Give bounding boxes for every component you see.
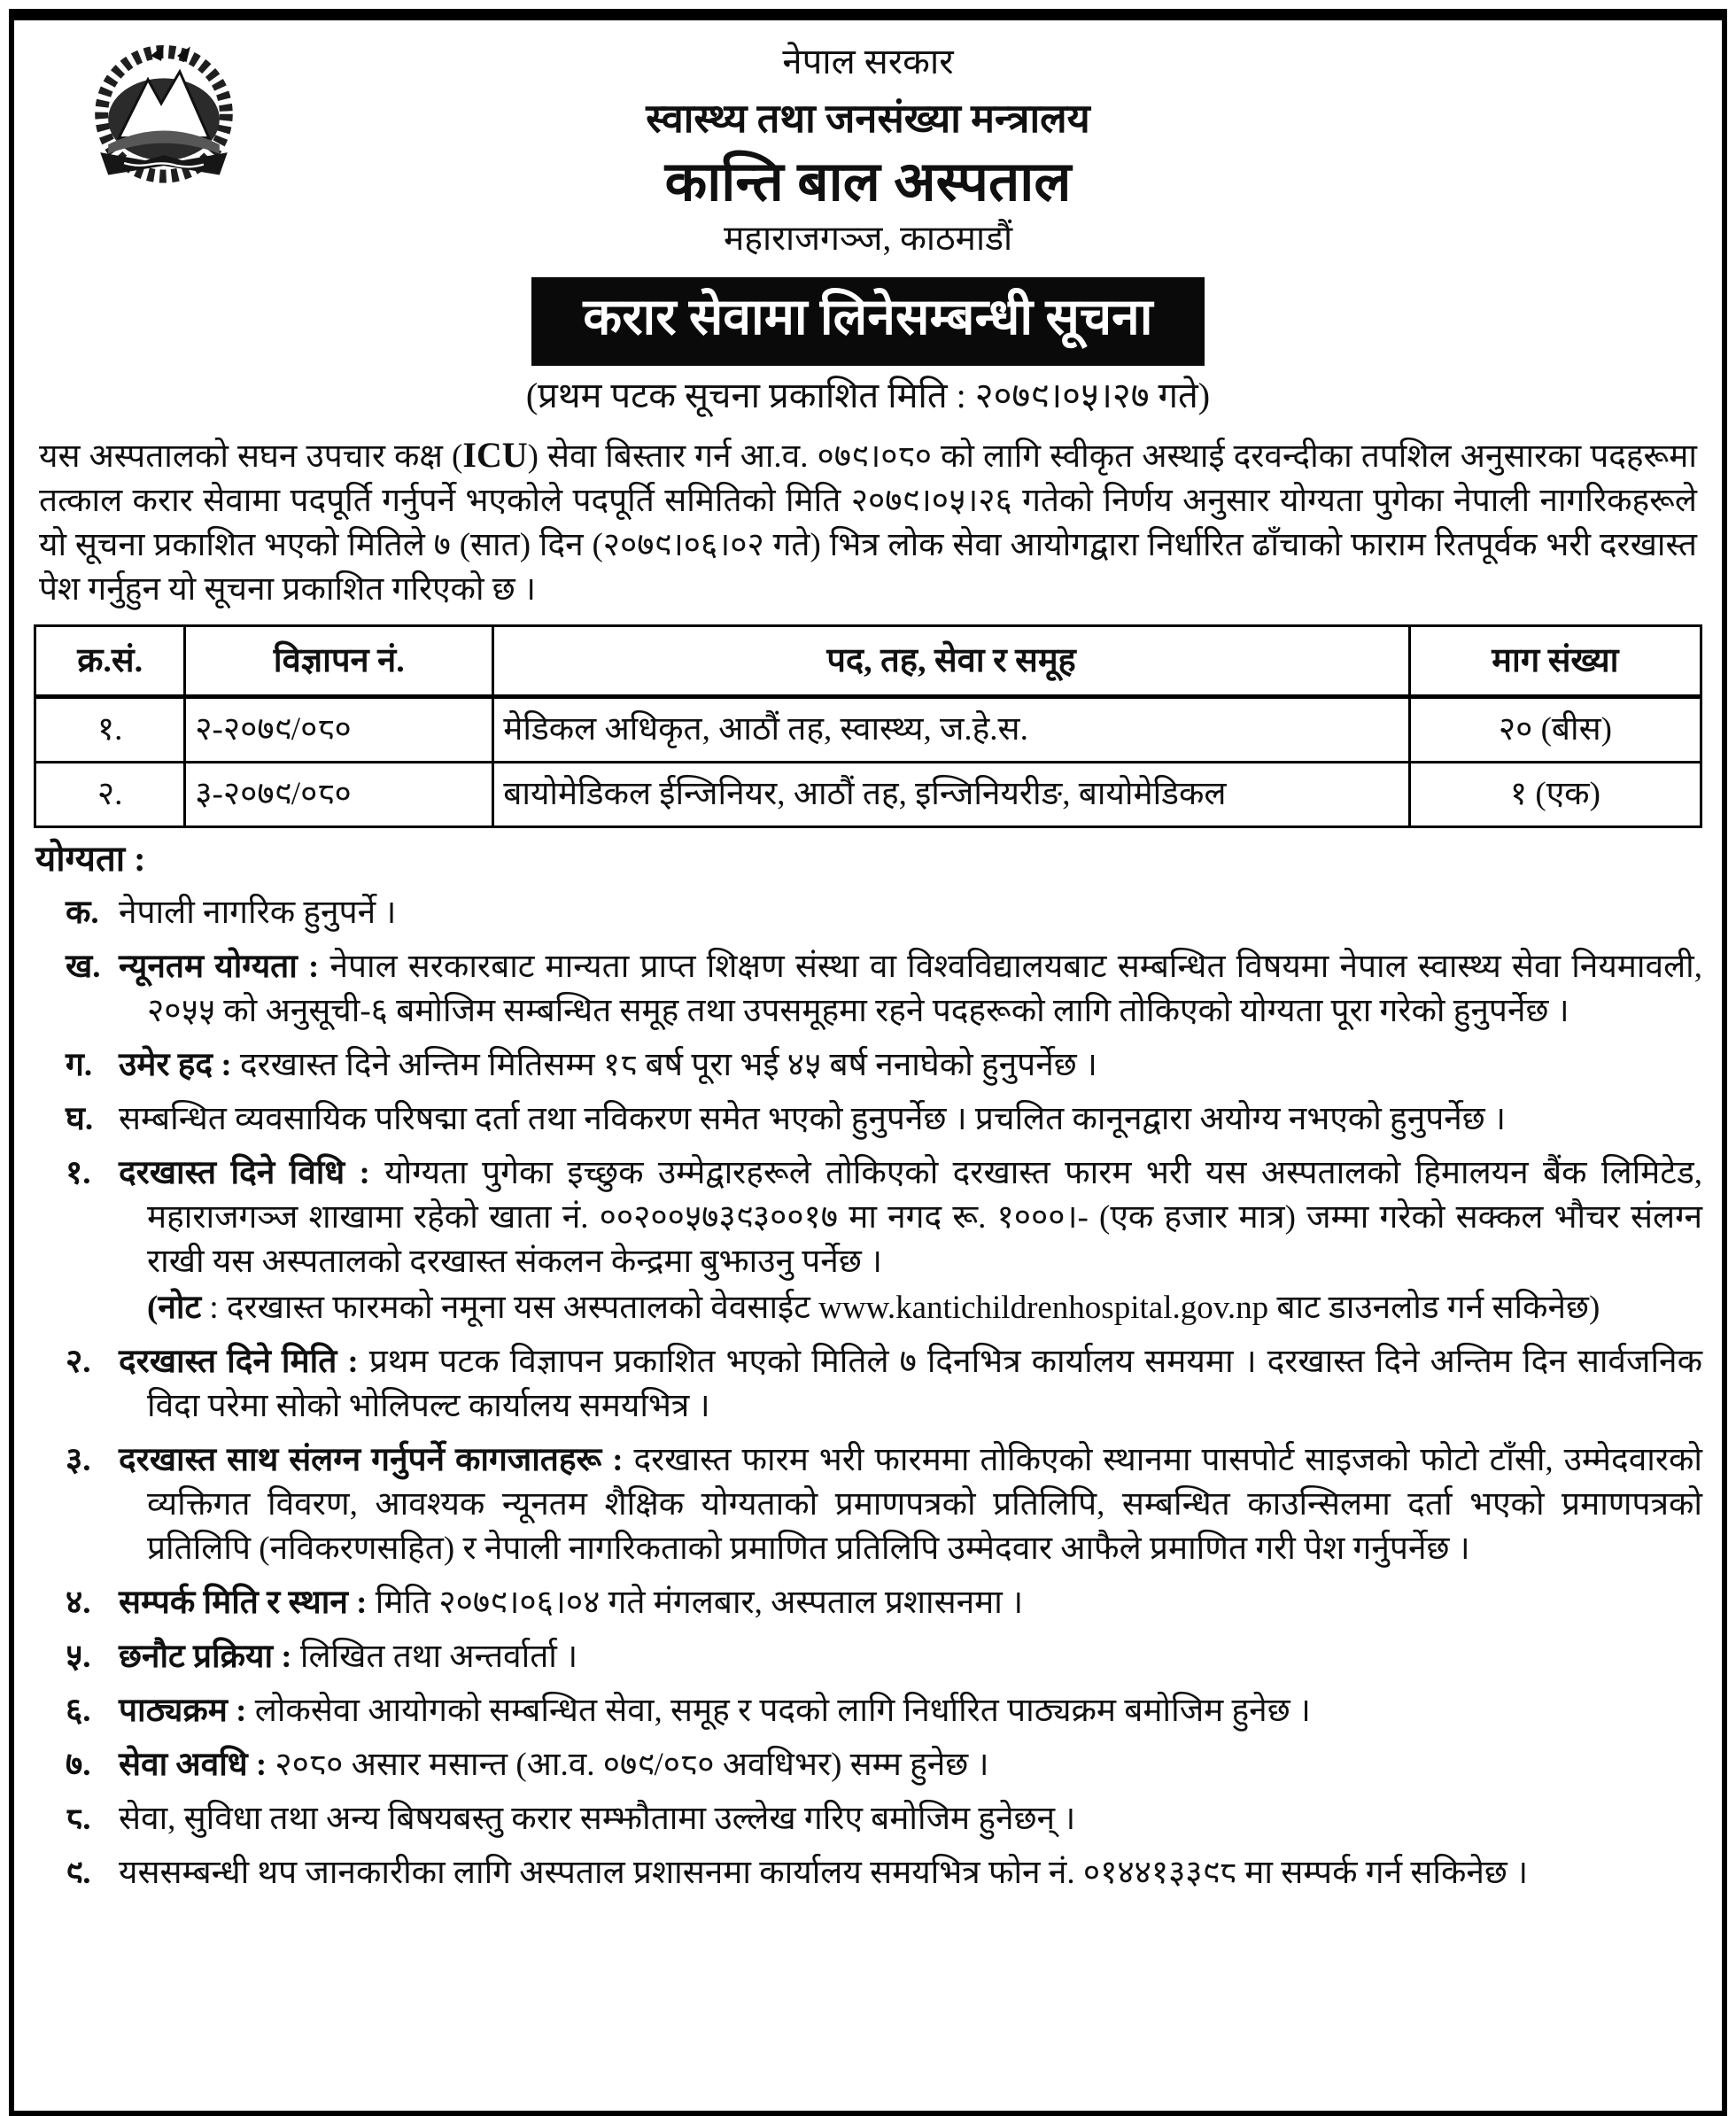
- qualifications-heading: योग्यता :: [35, 839, 146, 879]
- numbered-item-3: [34, 1438, 1702, 1571]
- item-text: २०८० असार मसान्त (आ.व. ०७९/०८० अवधिभर) सम्म हुनेछ ।: [275, 1747, 989, 1783]
- page-frame: [9, 9, 1727, 2116]
- col-serial-number: क्र.सं.: [35, 626, 185, 697]
- numbered-item-1: [34, 1151, 1702, 1330]
- publication-date-line: (प्रथम पटक सूचना प्रकाशित मिति : २०७९।०५।२७ गते): [525, 376, 1211, 415]
- item-content: [119, 1635, 1702, 1679]
- government-name: नेपाल सरकार: [782, 42, 954, 81]
- col-demand-count: माग संख्या: [1409, 626, 1701, 697]
- website-url: www.kantichildrenhospital.gov.np: [818, 1290, 1269, 1326]
- qualification-item-kha: [34, 945, 1702, 1034]
- item-marker: घ.: [66, 1101, 94, 1137]
- item-label: न्यूनतम योग्यता :: [119, 949, 320, 985]
- item-marker: ५.: [66, 1639, 91, 1675]
- item-content: [119, 1097, 1702, 1142]
- item-marker: ३.: [66, 1442, 91, 1478]
- cell-demand: २० (बीस): [1409, 697, 1701, 763]
- item-label: दरखास्त दिने मिति :: [119, 1344, 359, 1380]
- col-post-level-service: पद, तह, सेवा र समूह: [493, 626, 1410, 697]
- item-text: मिति २०७९।०६।०४ गते मंगलबार, अस्पताल प्रशासनमा ।: [375, 1585, 1024, 1621]
- item-text: नेपाली नागरिक हुनुपर्ने ।: [119, 895, 397, 931]
- item-content: [119, 1797, 1702, 1841]
- item-content: [119, 1151, 1703, 1330]
- item-label: छनौट प्रक्रिया :: [119, 1639, 292, 1675]
- item-text: योग्यता पुगेका इच्छुक उम्मेद्वारहरूले तोकिएको दरखास्त फारम भरी यस अस्पतालको हिमालयन बैंक लिमिटेड, महाराजगञ्ज शाखामा रहेको खाता नं. ००२००५७३९३००१७ मा नगद रू. १०००।- (एक हजार मात्र) जम्मा गरेको सक्कल भौचर संलग्न राखी यस अस्पतालको दरखास्त संकलन केन्द्रमा बुझाउनु पर्नेछ ।: [147, 1155, 1703, 1280]
- item-marker: ४.: [66, 1585, 91, 1621]
- item-marker: १.: [66, 1155, 91, 1191]
- numbered-item-4: [34, 1581, 1702, 1625]
- cell-advert: ३-२०७९/०८०: [185, 763, 493, 827]
- numbered-item-5: [34, 1635, 1702, 1679]
- table-row: [35, 697, 1701, 763]
- item-marker: ६.: [66, 1693, 91, 1729]
- item-marker: ७.: [66, 1747, 91, 1783]
- cell-serial: २.: [35, 763, 185, 827]
- qualification-item-ka: [34, 891, 1702, 935]
- item-marker: क.: [66, 895, 99, 931]
- item-content: [119, 1340, 1702, 1429]
- cell-advert: २-२०७९/०८०: [185, 697, 493, 763]
- item-content: [119, 891, 1702, 935]
- intro-text-2: ) सेवा बिस्तार गर्न आ.व. ०७९।०८० को लागि स्वीकृत अस्थाई दरवन्दीका तपशिल अनुसारका पदहरूमा तत्काल करार सेवामा पदपूर्ति गर्नुपर्ने भएकोले पदपूर्ति समितिको मिति २०७९।०५।२६ गतेको निर्णय अनुसार योग्यता पुगेका नेपाली नागरिकहरूले यो सूचना प्रकाशित भएको मितिले ७ (सात) दिन (२०७९।०६।०२ गते) भित्र लोक सेवा आयोगद्वारा निर्धारित ढाँचाको फाराम रितपूर्वक भरी दरखास्त पेश गर्नुहुन यो सूचना प्रकाशित गरिएको छ ।: [39, 438, 1698, 608]
- item-marker: ख.: [66, 949, 101, 985]
- item-marker: ग.: [66, 1047, 93, 1083]
- hospital-address: महाराजगञ्ज, काठमाडौं: [723, 220, 1013, 258]
- cell-serial: १.: [35, 697, 185, 763]
- item-text: दरखास्त दिने अन्तिम मितिसम्म १८ बर्ष पूरा भई ४५ बर्ष ननाघेको हुनुपर्नेछ ।: [239, 1047, 1097, 1083]
- item-label: उमेर हद :: [119, 1047, 232, 1083]
- vacancy-table: [34, 624, 1702, 828]
- item-marker: २.: [66, 1344, 91, 1380]
- item-text: यससम्बन्धी थप जानकारीका लागि अस्पताल प्रशासनमा कार्यालय समयभित्र फोन नं. ०१४४१३३९८ मा सम्पर्क गर्न सकिनेछ ।: [119, 1855, 1529, 1891]
- col-advert-number: विज्ञापन नं.: [185, 626, 493, 697]
- item-text: लिखित तथा अन्तर्वार्ता ।: [299, 1639, 578, 1675]
- item-content: [119, 1851, 1702, 1895]
- item-content: [119, 1581, 1702, 1625]
- item-content: [119, 945, 1703, 1034]
- item-content: [119, 1689, 1702, 1733]
- qualification-item-ga: [34, 1043, 1702, 1088]
- note-line: [147, 1286, 1702, 1330]
- notice-title: करार सेवामा लिनेसम्बन्धी सूचना: [583, 290, 1153, 345]
- cell-post: मेडिकल अधिकृत, आठौं तह, स्वास्थ्य, ज.हे.स.: [493, 697, 1410, 763]
- note-text: : दरखास्त फारमको नमूना यस अस्पतालको वेवसाईट: [201, 1290, 819, 1326]
- item-content: [119, 1438, 1702, 1571]
- intro-text-1: यस अस्पतालको सघन उपचार कक्ष (: [39, 438, 463, 475]
- table-header-row: [35, 626, 1701, 697]
- item-label: दरखास्त दिने विधि :: [119, 1155, 370, 1191]
- item-text: सेवा, सुविधा तथा अन्य बिषयबस्तु करार सम्झौतामा उल्लेख गरिए बमोजिम हुनेछन् ।: [119, 1801, 1076, 1837]
- item-marker: ९.: [66, 1855, 91, 1891]
- numbered-item-6: [34, 1689, 1702, 1733]
- notice-banner: [531, 277, 1204, 366]
- item-content: [119, 1043, 1702, 1088]
- item-content: [119, 1743, 1702, 1787]
- numbered-item-9: [34, 1851, 1702, 1895]
- icu-abbreviation: ICU: [462, 435, 528, 475]
- letterhead: [34, 38, 1702, 261]
- item-text: नेपाल सरकारबाट मान्यता प्राप्त शिक्षण संस्था वा विश्वविद्यालयबाट सम्बन्धित विषयमा नेपाल स्वास्थ्य सेवा नियमावली, २०५५ को अनुसूची-६ बमोजिम सम्बन्धित समूह तथा उपसमूहमा रहने पदहरूको लागि तोकिएको योग्यता पूरा गरेको हुनुपर्नेछ ।: [147, 949, 1703, 1029]
- ministry-name: स्वास्थ्य तथा जनसंख्या मन्त्रालय: [646, 97, 1090, 141]
- numbered-item-7: [34, 1743, 1702, 1787]
- numbered-item-2: [34, 1340, 1702, 1429]
- item-text: दरखास्त फारम भरी फारममा तोकिएको स्थानमा पासपोर्ट साइजको फोटो टाँसी, उम्मेदवारको व्यक्तिगत विवरण, आवश्यक न्यूनतम शैक्षिक योग्यताको प्रमाणपत्रको प्रतिलिपि, सम्बन्धित काउन्सिलमा दर्ता भएको प्रमाणपत्रको प्रतिलिपि (नविकरणसहित) र नेपाली नागरिकताको प्रमाणित प्रतिलिपि उम्मेदवार आफैले प्रमाणित गरी पेश गर्नुपर्नेछ ।: [147, 1442, 1702, 1567]
- item-label: दरखास्त साथ संलग्न गर्नुपर्ने कागजातहरू :: [119, 1442, 624, 1478]
- item-text: सम्बन्धित व्यवसायिक परिषद्मा दर्ता तथा नविकरण समेत भएको हुनुपर्नेछ । प्रचलित कानूनद्वारा अयोग्य नभएको हुनुपर्नेछ ।: [119, 1101, 1506, 1137]
- item-label: सेवा अवधि :: [119, 1747, 267, 1783]
- cell-demand: १ (एक): [1409, 763, 1701, 827]
- hospital-name: कान्ति बाल अस्पताल: [664, 152, 1072, 213]
- table-row: [35, 763, 1701, 827]
- item-text: लोकसेवा आयोगको सम्बन्धित सेवा, समूह र पदको लागि निर्धारित पाठ्यक्रम बमोजिम हुनेछ ।: [254, 1693, 1311, 1729]
- nepal-government-emblem: [83, 40, 244, 192]
- cell-post: बायोमेडिकल ईन्जिनियर, आठौं तह, इन्जिनियरीङ, बायोमेडिकल: [493, 763, 1410, 827]
- note-label: (नोट: [147, 1290, 202, 1326]
- intro-paragraph: [39, 433, 1697, 612]
- numbered-item-8: [34, 1797, 1702, 1841]
- item-text: प्रथम पटक विज्ञापन प्रकाशित भएको मितिले ७ दिनभित्र कार्यालय समयमा । दरखास्त दिने अन्तिम दिन सार्वजनिक विदा परेमा सोको भोलिपल्ट कार्यालय समयभित्र ।: [147, 1344, 1702, 1424]
- item-label: सम्पर्क मिति र स्थान :: [119, 1585, 368, 1621]
- item-marker: ८.: [66, 1801, 91, 1837]
- qualification-item-gha: [34, 1097, 1702, 1142]
- note-text-tail: बाट डाउनलोड गर्न सकिनेछ): [1268, 1290, 1600, 1326]
- item-label: पाठ्यक्रम :: [119, 1693, 247, 1729]
